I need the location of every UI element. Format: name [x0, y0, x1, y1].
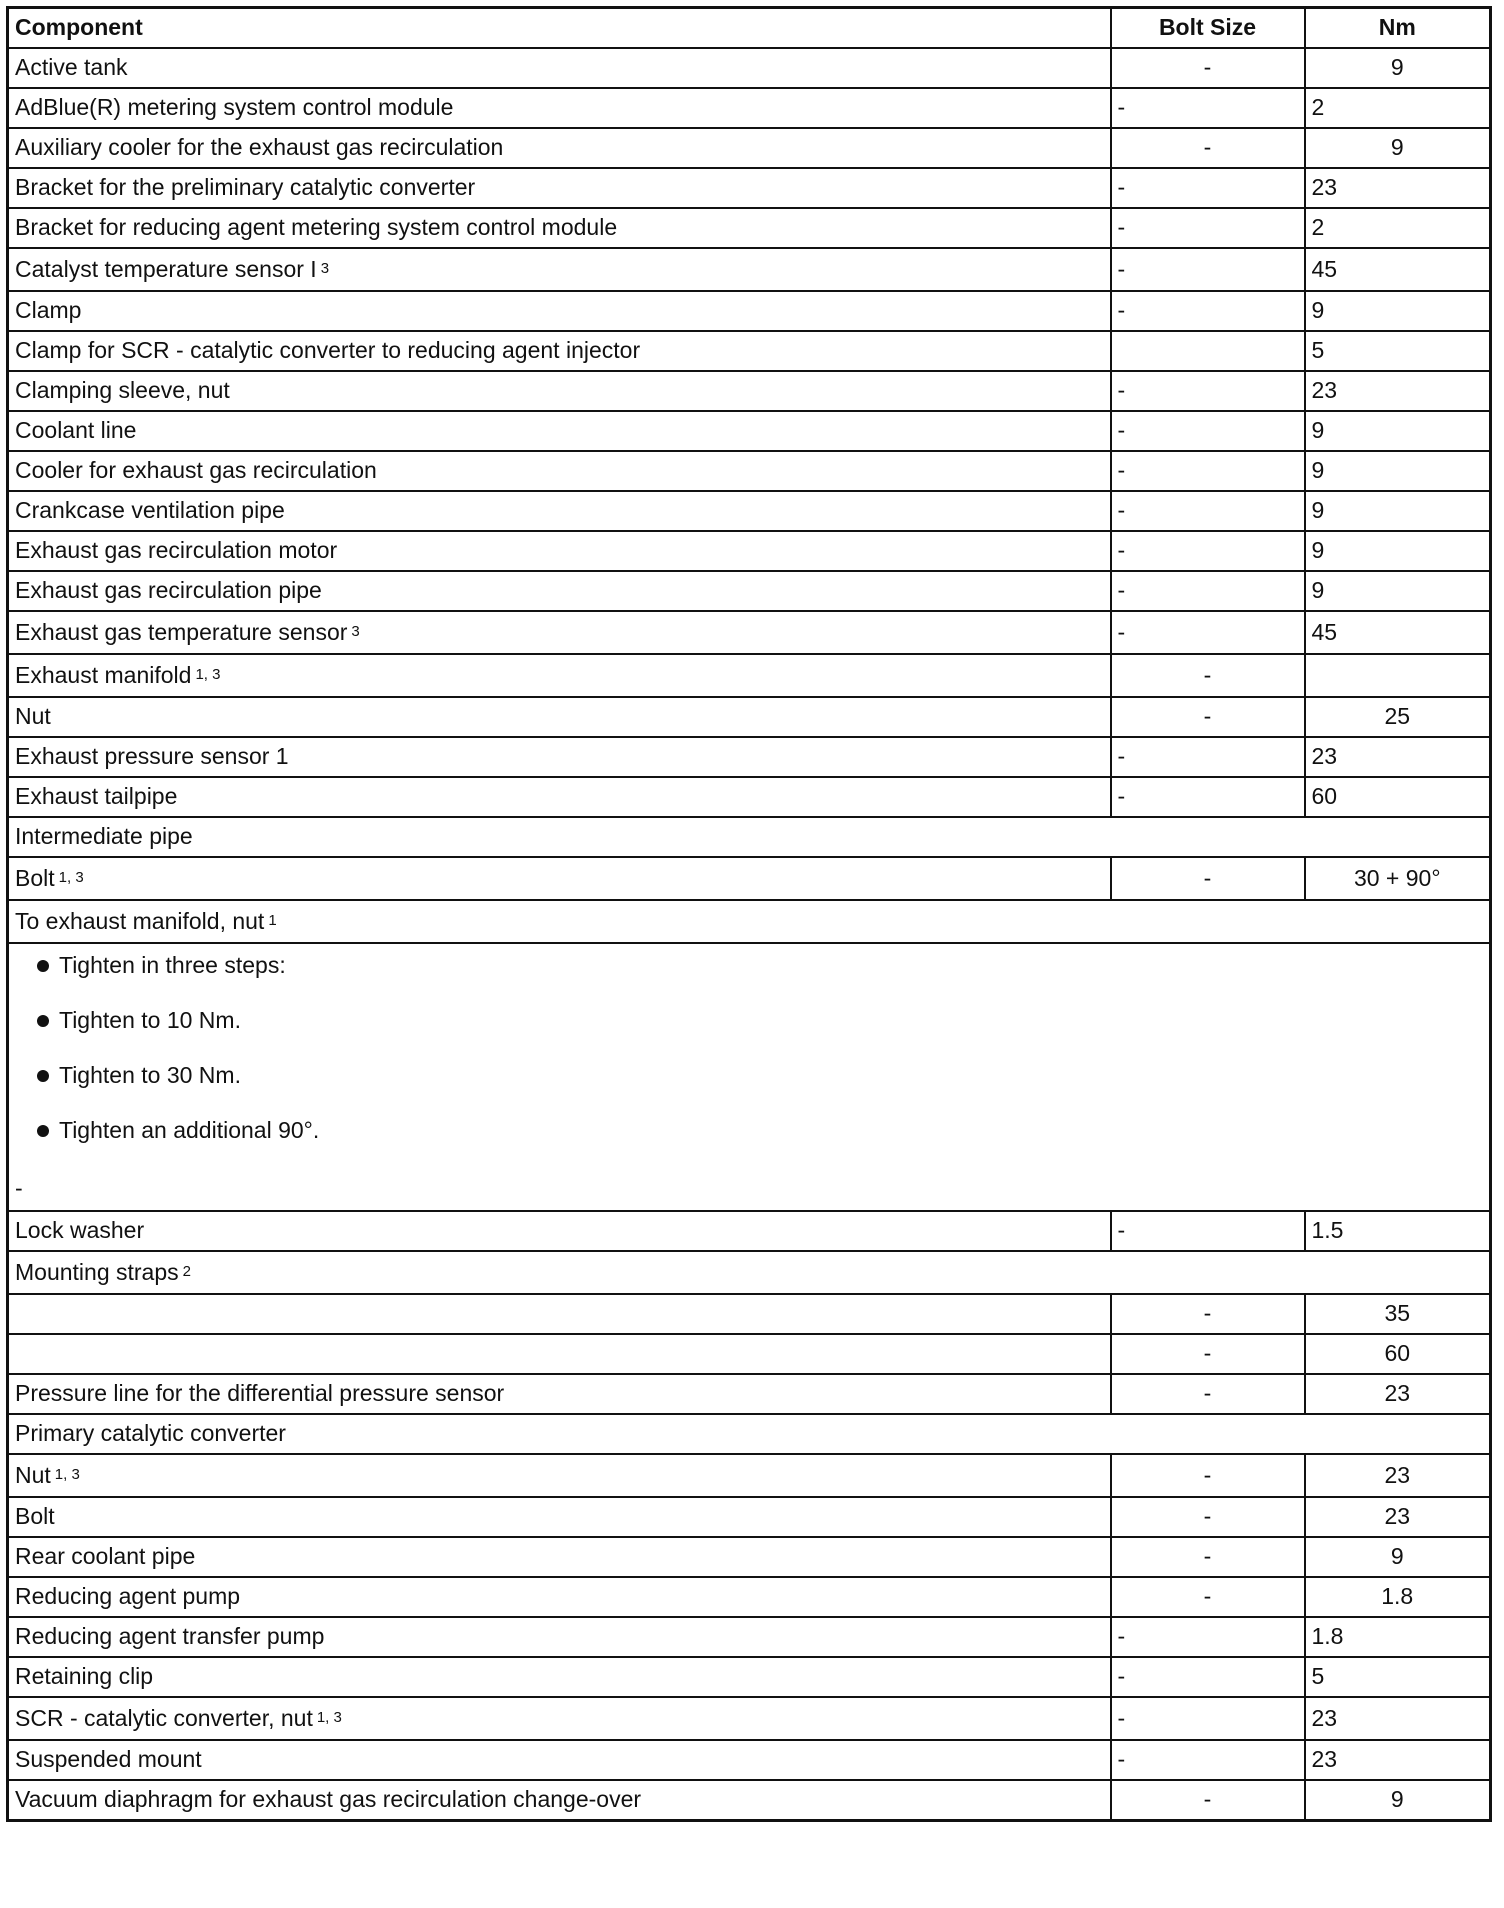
component-name: AdBlue(R) metering system control module [15, 94, 454, 121]
list-item [23, 1060, 1489, 1115]
bolt-size-cell: - [1111, 291, 1305, 331]
header-row [8, 8, 1491, 49]
torque-value-cell: 23 [1305, 1454, 1491, 1497]
bolt-size-cell: - [1111, 777, 1305, 817]
torque-value-cell: 45 [1305, 248, 1491, 291]
component-cell [8, 571, 1111, 611]
torque-value-cell: 23 [1305, 1740, 1491, 1780]
table-row [8, 571, 1491, 611]
component-name: Coolant line [15, 417, 137, 444]
torque-value-cell: 2 [1305, 88, 1491, 128]
header-nm: Nm [1305, 8, 1491, 49]
torque-value-cell: 23 [1305, 1697, 1491, 1740]
torque-value-cell: 9 [1305, 491, 1491, 531]
table-row [8, 1497, 1491, 1537]
component-cell [8, 1577, 1111, 1617]
torque-value-cell: 1.5 [1305, 1211, 1491, 1251]
table-row [8, 817, 1491, 857]
component-name: Primary catalytic converter [15, 1420, 286, 1447]
bolt-size-cell: - [1111, 531, 1305, 571]
component-name: To exhaust manifold, nut [15, 907, 265, 934]
table-row [8, 697, 1491, 737]
bolt-size-cell: - [1111, 208, 1305, 248]
table-row [8, 331, 1491, 371]
component-name: Nut [15, 703, 51, 730]
footnote-ref: 1, 3 [54, 1465, 80, 1483]
component-name: Bolt [15, 1503, 55, 1530]
bolt-size-cell: - [1111, 1657, 1305, 1697]
bolt-size-cell: - [1111, 411, 1305, 451]
footnote-ref: 3 [351, 622, 360, 640]
bolt-size-cell: - [1111, 571, 1305, 611]
component-name: Suspended mount [15, 1746, 202, 1773]
bolt-size-cell: - [1111, 1780, 1305, 1821]
torque-value-cell: 9 [1305, 128, 1491, 168]
component-cell [8, 1211, 1111, 1251]
component-name: Bracket for the preliminary catalytic converter [15, 174, 476, 201]
component-cell [8, 1697, 1111, 1740]
step-text: Tighten to 30 Nm. [59, 1062, 241, 1088]
bolt-size-cell [1111, 331, 1305, 371]
component-name: Clamp for SCR - catalytic converter to reducing agent injector [15, 337, 641, 364]
torque-value-cell: 60 [1305, 777, 1491, 817]
component-name: Pressure line for the differential pressure sensor [15, 1380, 505, 1407]
torque-value-cell: 2 [1305, 208, 1491, 248]
bullet-icon [37, 960, 49, 972]
bolt-size-cell: - [1111, 371, 1305, 411]
table-row [8, 1414, 1491, 1454]
list-item [23, 1115, 1489, 1170]
table-row [8, 1211, 1491, 1251]
component-cell [8, 654, 1111, 697]
torque-value-cell: 9 [1305, 411, 1491, 451]
table-row [8, 900, 1491, 943]
footnote-ref: 2 [182, 1262, 191, 1280]
bolt-size-cell: - [1111, 1537, 1305, 1577]
component-cell [8, 857, 1111, 900]
torque-value-cell: 9 [1305, 1537, 1491, 1577]
table-row [8, 1537, 1491, 1577]
component-name: Retaining clip [15, 1663, 154, 1690]
footnote-ref: 1, 3 [195, 665, 221, 683]
component-name: Exhaust pressure sensor 1 [15, 743, 289, 770]
table-row [8, 611, 1491, 654]
torque-value-cell: 5 [1305, 331, 1491, 371]
component-cell [8, 291, 1111, 331]
table-row [8, 1577, 1491, 1617]
component-name: Nut [15, 1461, 51, 1488]
bolt-size-cell: - [1111, 1211, 1305, 1251]
component-cell [8, 1740, 1111, 1780]
bolt-size-cell: - [1111, 1454, 1305, 1497]
component-cell [8, 1657, 1111, 1697]
torque-value-cell: 45 [1305, 611, 1491, 654]
torque-value-cell [1305, 654, 1491, 697]
bullet-icon [37, 1125, 49, 1137]
footnote-ref: 1, 3 [316, 1708, 342, 1726]
component-cell [8, 1537, 1111, 1577]
step-text: Tighten in three steps: [59, 952, 286, 978]
component-cell [8, 168, 1111, 208]
component-cell [8, 1454, 1111, 1497]
component-name: Exhaust gas recirculation motor [15, 537, 338, 564]
component-cell [8, 48, 1111, 88]
bolt-size-cell: - [1111, 654, 1305, 697]
table-row [8, 1617, 1491, 1657]
torque-value-cell: 9 [1305, 571, 1491, 611]
table-row [8, 1454, 1491, 1497]
table-row [8, 737, 1491, 777]
component-cell [8, 817, 1491, 857]
torque-value-cell: 30 + 90° [1305, 857, 1491, 900]
component-name: Reducing agent pump [15, 1583, 241, 1610]
component-name: Active tank [15, 54, 128, 81]
torque-value-cell: 60 [1305, 1334, 1491, 1374]
component-cell [8, 371, 1111, 411]
component-cell [8, 451, 1111, 491]
component-cell [8, 611, 1111, 654]
component-cell [8, 208, 1111, 248]
component-cell [8, 491, 1111, 531]
table-row [8, 371, 1491, 411]
component-cell [8, 331, 1111, 371]
torque-value-cell: 9 [1305, 451, 1491, 491]
step-text: Tighten to 10 Nm. [59, 1007, 241, 1033]
component-cell [8, 1294, 1111, 1334]
component-name: Bracket for reducing agent metering system control module [15, 214, 618, 241]
torque-value-cell: 23 [1305, 737, 1491, 777]
component-cell [8, 1374, 1111, 1414]
bolt-size-cell: - [1111, 1334, 1305, 1374]
component-name: Clamping sleeve, nut [15, 377, 230, 404]
table-row [8, 1334, 1491, 1374]
component-cell [8, 411, 1111, 451]
component-cell [8, 1497, 1111, 1537]
component-cell [8, 128, 1111, 168]
table-row [8, 291, 1491, 331]
bolt-size-cell: - [1111, 737, 1305, 777]
component-cell [8, 1251, 1491, 1294]
bolt-size-cell: - [1111, 168, 1305, 208]
table-row [8, 248, 1491, 291]
list-item [23, 1005, 1489, 1060]
table-row [8, 1251, 1491, 1294]
component-name: Clamp [15, 297, 82, 324]
bolt-size-cell: - [1111, 1577, 1305, 1617]
bullet-icon [37, 1015, 49, 1027]
torque-value-cell: 23 [1305, 1374, 1491, 1414]
table-row [8, 1294, 1491, 1334]
table-row [8, 208, 1491, 248]
torque-value-cell: 9 [1305, 291, 1491, 331]
tightening-notes [8, 943, 1491, 1211]
component-name: Crankcase ventilation pipe [15, 497, 285, 524]
bolt-size-cell: - [1111, 248, 1305, 291]
component-cell [8, 1414, 1491, 1454]
component-name: Exhaust manifold [15, 661, 192, 688]
footnote-ref: 1 [268, 911, 277, 929]
table-row [8, 1657, 1491, 1697]
table-row [8, 531, 1491, 571]
component-name: Exhaust gas recirculation pipe [15, 577, 322, 604]
component-name: Vacuum diaphragm for exhaust gas recirculation change-over [15, 1786, 642, 1813]
table-row [8, 451, 1491, 491]
header-component: Component [8, 8, 1111, 49]
table-row [8, 1374, 1491, 1414]
component-cell [8, 777, 1111, 817]
bolt-size-cell: - [1111, 857, 1305, 900]
bolt-size-cell: - [1111, 48, 1305, 88]
torque-value-cell: 9 [1305, 1780, 1491, 1821]
component-name: Rear coolant pipe [15, 1543, 196, 1570]
component-name: Reducing agent transfer pump [15, 1623, 325, 1650]
list-item [23, 950, 1489, 1005]
step-text: Tighten an additional 90°. [59, 1117, 320, 1143]
component-cell [8, 697, 1111, 737]
torque-value-cell: 1.8 [1305, 1577, 1491, 1617]
bolt-size-cell: - [1111, 1617, 1305, 1657]
torque-value-cell: 35 [1305, 1294, 1491, 1334]
bolt-size-cell: - [1111, 451, 1305, 491]
table-row [8, 88, 1491, 128]
table-row [8, 1740, 1491, 1780]
torque-spec-sheet [6, 6, 1489, 1822]
component-name: Mounting straps [15, 1258, 179, 1285]
component-cell [8, 248, 1111, 291]
table-row [8, 411, 1491, 451]
table-row [8, 943, 1491, 1211]
component-name: Bolt [15, 864, 55, 891]
torque-value-cell: 1.8 [1305, 1617, 1491, 1657]
bolt-size-cell: - [1111, 88, 1305, 128]
bolt-size-cell: - [1111, 1497, 1305, 1537]
torque-value-cell: 25 [1305, 697, 1491, 737]
torque-value-cell: 5 [1305, 1657, 1491, 1697]
notes-trailing-dash: - [15, 1175, 23, 1201]
component-cell [8, 88, 1111, 128]
tightening-steps-list [9, 944, 1489, 1170]
footnote-ref: 3 [320, 259, 330, 277]
bolt-size-cell: - [1111, 697, 1305, 737]
torque-value-cell: 9 [1305, 531, 1491, 571]
component-name: Catalyst temperature sensor I [15, 255, 317, 282]
component-cell [8, 1617, 1111, 1657]
bolt-size-cell: - [1111, 1697, 1305, 1740]
header-bolt-size: Bolt Size [1111, 8, 1305, 49]
table-row [8, 1780, 1491, 1821]
table-row [8, 777, 1491, 817]
footnote-ref: 1, 3 [58, 868, 84, 886]
component-cell [8, 531, 1111, 571]
component-name: Lock washer [15, 1217, 145, 1244]
bolt-size-cell: - [1111, 1374, 1305, 1414]
bullet-icon [37, 1070, 49, 1082]
torque-table [6, 6, 1492, 1822]
component-cell [8, 1334, 1111, 1374]
torque-value-cell: 23 [1305, 1497, 1491, 1537]
component-name: Intermediate pipe [15, 823, 193, 850]
torque-value-cell: 9 [1305, 48, 1491, 88]
component-name: Auxiliary cooler for the exhaust gas recirculation [15, 134, 504, 161]
component-cell [8, 900, 1491, 943]
bolt-size-cell: - [1111, 1740, 1305, 1780]
torque-value-cell: 23 [1305, 371, 1491, 411]
component-cell [8, 737, 1111, 777]
bolt-size-cell: - [1111, 1294, 1305, 1334]
component-name: SCR - catalytic converter, nut [15, 1704, 313, 1731]
table-row [8, 48, 1491, 88]
component-name: Cooler for exhaust gas recirculation [15, 457, 377, 484]
torque-value-cell: 23 [1305, 168, 1491, 208]
bolt-size-cell: - [1111, 128, 1305, 168]
table-body [8, 48, 1491, 1821]
table-row [8, 654, 1491, 697]
component-name: Exhaust tailpipe [15, 783, 178, 810]
bolt-size-cell: - [1111, 611, 1305, 654]
component-cell [8, 1780, 1111, 1821]
table-row [8, 1697, 1491, 1740]
table-row [8, 168, 1491, 208]
table-row [8, 128, 1491, 168]
bolt-size-cell: - [1111, 491, 1305, 531]
table-row [8, 491, 1491, 531]
component-name: Exhaust gas temperature sensor [15, 618, 348, 645]
table-row [8, 857, 1491, 900]
